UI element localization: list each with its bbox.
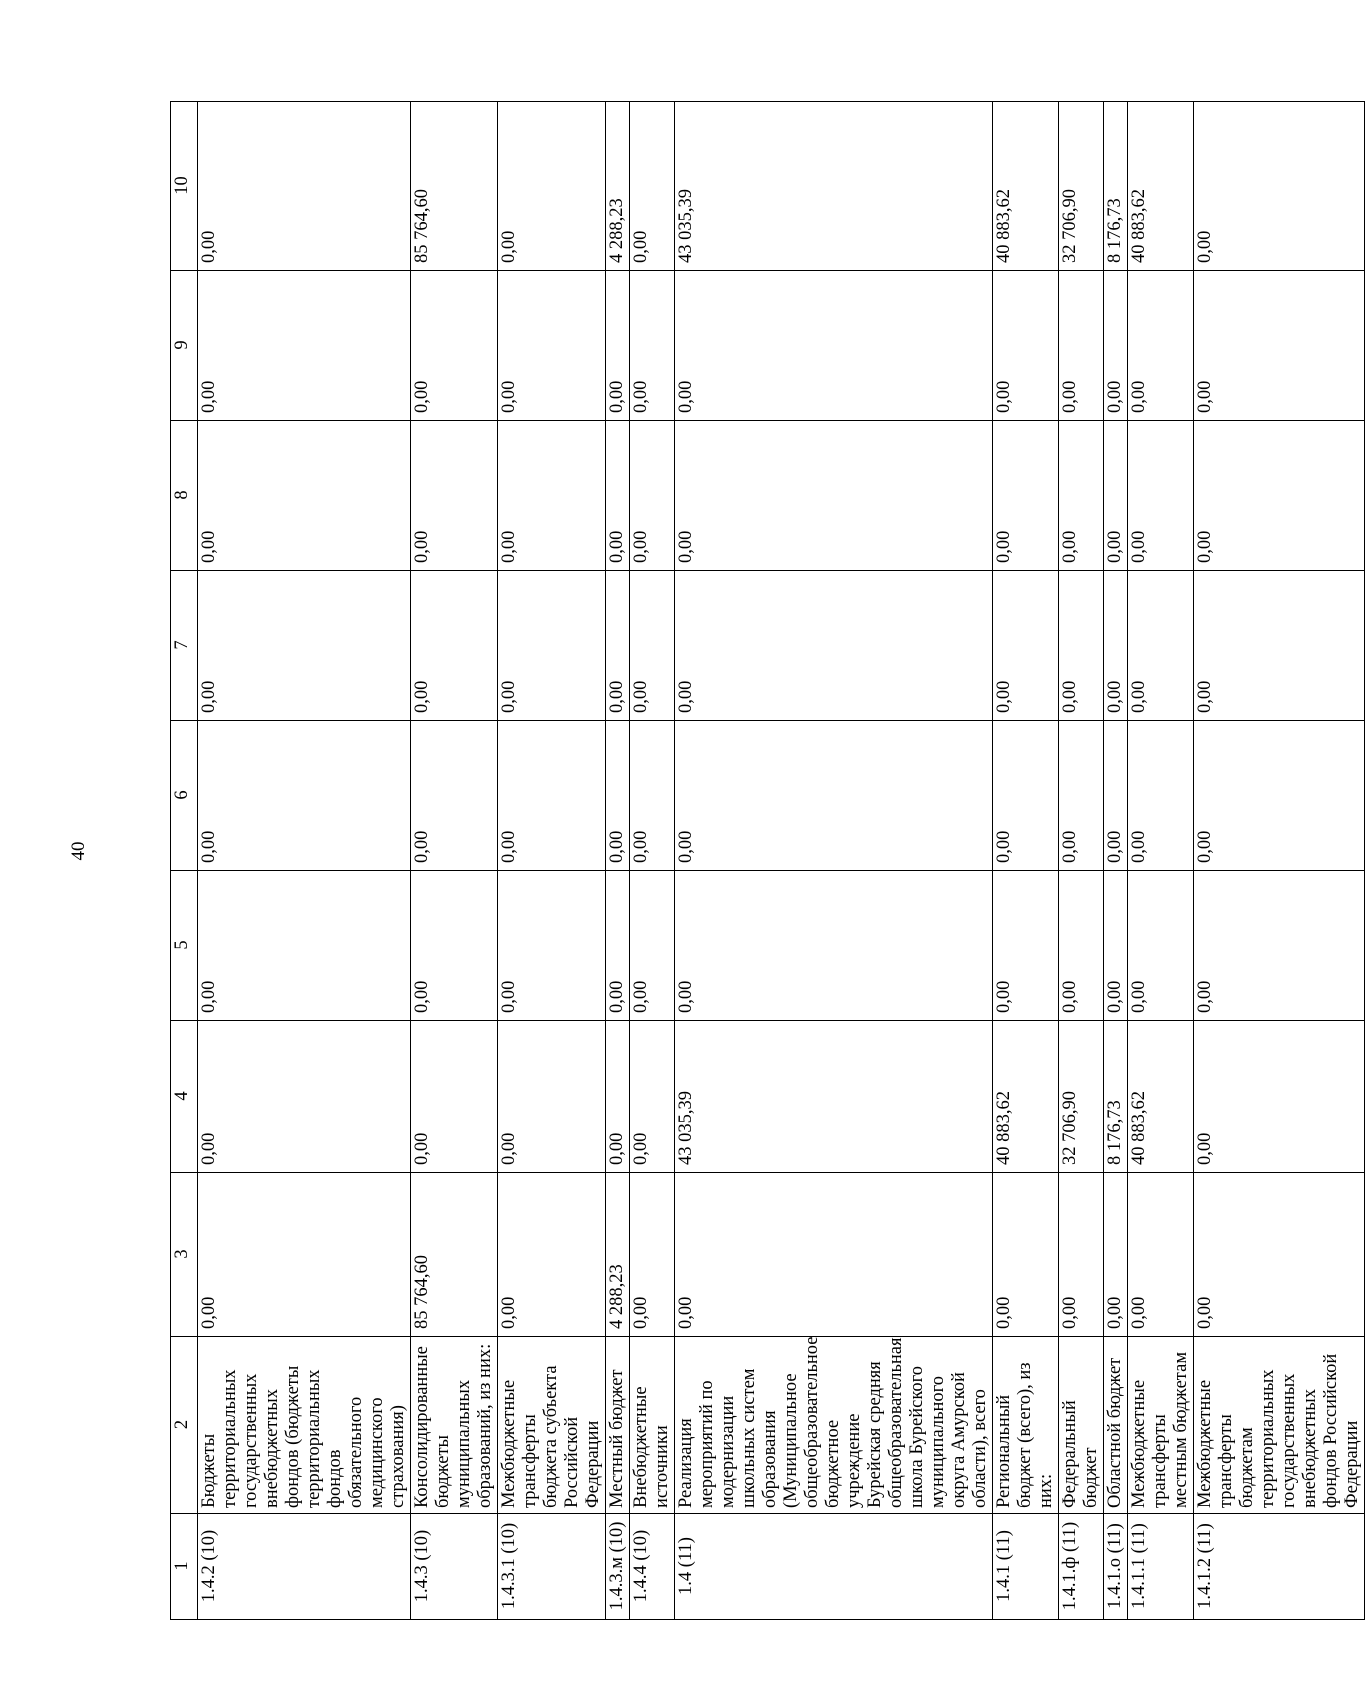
row-name-cell: Межбюджетные трансферты местным бюджетам: [1128, 1337, 1194, 1514]
row-name-cell: Межбюджетные трансферты бюджета субъекта Российской Федерации: [498, 1337, 606, 1514]
value-cell: 0,00: [411, 721, 498, 871]
value-cell: 0,00: [675, 721, 993, 871]
value-cell: 40 883,62: [1128, 102, 1194, 271]
table-row: [630, 102, 675, 1620]
header-row: [171, 102, 198, 1620]
value-cell: 4 288,23: [606, 1173, 630, 1337]
value-cell: 0,00: [198, 871, 411, 1021]
value-cell: 0,00: [606, 571, 630, 721]
budget-table: [170, 101, 1365, 1620]
row-code-cell: 1.4 (11): [675, 1514, 993, 1620]
value-cell: 85 764,60: [411, 1173, 498, 1337]
value-cell: 32 706,90: [1059, 1021, 1104, 1173]
value-cell: 0,00: [630, 1173, 675, 1337]
value-cell: 0,00: [1059, 871, 1104, 1021]
value-cell: 0,00: [1104, 1173, 1128, 1337]
value-cell: 0,00: [198, 721, 411, 871]
value-cell: 0,00: [1194, 571, 1365, 721]
value-cell: 0,00: [630, 871, 675, 1021]
value-cell: 0,00: [198, 1021, 411, 1173]
row-code-cell: 1.4.1.о (11): [1104, 1514, 1128, 1620]
value-cell: 0,00: [993, 271, 1059, 421]
rotated-table-container: [170, 102, 1362, 1620]
value-cell: 0,00: [1128, 421, 1194, 571]
table-row: [411, 102, 498, 1620]
value-cell: 0,00: [1194, 721, 1365, 871]
table-row: [1194, 102, 1365, 1620]
value-cell: 43 035,39: [675, 102, 993, 271]
value-cell: 0,00: [993, 421, 1059, 571]
value-cell: 0,00: [1128, 571, 1194, 721]
value-cell: 0,00: [606, 271, 630, 421]
value-cell: 0,00: [198, 271, 411, 421]
value-cell: 0,00: [993, 571, 1059, 721]
row-code-cell: 1.4.3.1 (10): [498, 1514, 606, 1620]
value-cell: 0,00: [675, 421, 993, 571]
value-cell: 0,00: [606, 721, 630, 871]
value-cell: 0,00: [1104, 271, 1128, 421]
value-cell: 0,00: [1059, 571, 1104, 721]
value-cell: 0,00: [411, 871, 498, 1021]
value-cell: 40 883,62: [1128, 1021, 1194, 1173]
row-code-cell: 1.4.1.2 (11): [1194, 1514, 1365, 1620]
table-row: [606, 102, 630, 1620]
row-name-cell: Региональный бюджет (всего), из них:: [993, 1337, 1059, 1514]
value-cell: 0,00: [1059, 721, 1104, 871]
value-cell: 8 176,73: [1104, 102, 1128, 271]
value-cell: 0,00: [498, 871, 606, 1021]
value-cell: 0,00: [498, 1173, 606, 1337]
value-cell: 4 288,23: [606, 102, 630, 271]
row-name-cell: Реализация мероприятий по модернизации школьных систем образования (Муниципальное общеобразовательное бюджетное учреждение Бурейская средняя общеобразовательная школа Бурейского муниципального округа Амурской области), всего: [675, 1337, 993, 1514]
row-code-cell: 1.4.3.м (10): [606, 1514, 630, 1620]
header-cell: 2: [171, 1337, 198, 1514]
value-cell: 0,00: [498, 102, 606, 271]
value-cell: 43 035,39: [675, 1021, 993, 1173]
table-row: [1059, 102, 1104, 1620]
value-cell: 0,00: [630, 1021, 675, 1173]
header-cell: 1: [171, 1514, 198, 1620]
table-row: [198, 102, 411, 1620]
value-cell: 0,00: [630, 721, 675, 871]
row-code-cell: 1.4.1.ф (11): [1059, 1514, 1104, 1620]
value-cell: 0,00: [498, 1021, 606, 1173]
value-cell: 0,00: [1128, 721, 1194, 871]
header-cell: 4: [171, 1021, 198, 1173]
row-code-cell: 1.4.2 (10): [198, 1514, 411, 1620]
value-cell: 0,00: [630, 271, 675, 421]
value-cell: 0,00: [411, 421, 498, 571]
value-cell: 0,00: [993, 1173, 1059, 1337]
table-row: [1128, 102, 1194, 1620]
table-row: [675, 102, 993, 1620]
value-cell: 0,00: [606, 871, 630, 1021]
value-cell: 0,00: [1059, 1173, 1104, 1337]
value-cell: 0,00: [1104, 571, 1128, 721]
value-cell: 0,00: [198, 1173, 411, 1337]
value-cell: 0,00: [630, 102, 675, 271]
value-cell: 40 883,62: [993, 102, 1059, 271]
value-cell: 0,00: [993, 871, 1059, 1021]
value-cell: 0,00: [1194, 271, 1365, 421]
value-cell: 0,00: [606, 1021, 630, 1173]
value-cell: 0,00: [1059, 421, 1104, 571]
header-cell: 8: [171, 421, 198, 571]
value-cell: 0,00: [198, 571, 411, 721]
value-cell: 0,00: [675, 271, 993, 421]
value-cell: 0,00: [675, 571, 993, 721]
table-row: [993, 102, 1059, 1620]
header-cell: 9: [171, 271, 198, 421]
value-cell: 0,00: [1104, 871, 1128, 1021]
row-name-cell: Консолидированные бюджеты муниципальных образований, из них:: [411, 1337, 498, 1514]
table-row: [1104, 102, 1128, 1620]
value-cell: 0,00: [1194, 1021, 1365, 1173]
page-number: 40: [68, 841, 89, 861]
row-name-cell: Бюджеты территориальных государственных внебюджетных фондов (бюджеты территориальных фондов обязательного медицинского страхования): [198, 1337, 411, 1514]
row-code-cell: 1.4.1 (11): [993, 1514, 1059, 1620]
value-cell: 40 883,62: [993, 1021, 1059, 1173]
value-cell: 0,00: [993, 721, 1059, 871]
value-cell: 0,00: [630, 421, 675, 571]
value-cell: 0,00: [198, 421, 411, 571]
value-cell: 0,00: [1104, 721, 1128, 871]
row-code-cell: 1.4.4 (10): [630, 1514, 675, 1620]
row-name-cell: Областной бюджет: [1104, 1337, 1128, 1514]
value-cell: 0,00: [411, 1021, 498, 1173]
header-cell: 3: [171, 1173, 198, 1337]
value-cell: 0,00: [675, 871, 993, 1021]
value-cell: 0,00: [1194, 102, 1365, 271]
value-cell: 0,00: [498, 571, 606, 721]
row-name-cell: Федеральный бюджет: [1059, 1337, 1104, 1514]
value-cell: 0,00: [1194, 871, 1365, 1021]
header-cell: 6: [171, 721, 198, 871]
value-cell: 0,00: [1194, 1173, 1365, 1337]
value-cell: 0,00: [498, 271, 606, 421]
value-cell: 0,00: [198, 102, 411, 271]
row-name-cell: Внебюджетные источники: [630, 1337, 675, 1514]
value-cell: 0,00: [411, 571, 498, 721]
value-cell: 0,00: [1128, 1173, 1194, 1337]
header-cell: 10: [171, 102, 198, 271]
header-cell: 5: [171, 871, 198, 1021]
table-row: [498, 102, 606, 1620]
value-cell: 0,00: [411, 271, 498, 421]
header-cell: 7: [171, 571, 198, 721]
row-name-cell: Межбюджетные трансферты бюджетам территориальных государственных внебюджетных фондов Российской Федерации: [1194, 1337, 1365, 1514]
value-cell: 0,00: [1194, 421, 1365, 571]
value-cell: 0,00: [1104, 421, 1128, 571]
row-name-cell: Местный бюджет: [606, 1337, 630, 1514]
value-cell: 0,00: [675, 1173, 993, 1337]
value-cell: 8 176,73: [1104, 1021, 1128, 1173]
value-cell: 32 706,90: [1059, 102, 1104, 271]
value-cell: 0,00: [498, 421, 606, 571]
value-cell: 0,00: [1059, 271, 1104, 421]
value-cell: 0,00: [1128, 271, 1194, 421]
value-cell: 0,00: [1128, 871, 1194, 1021]
value-cell: 0,00: [498, 721, 606, 871]
value-cell: 0,00: [630, 571, 675, 721]
value-cell: 85 764,60: [411, 102, 498, 271]
row-code-cell: 1.4.3 (10): [411, 1514, 498, 1620]
value-cell: 0,00: [606, 421, 630, 571]
row-code-cell: 1.4.1.1 (11): [1128, 1514, 1194, 1620]
